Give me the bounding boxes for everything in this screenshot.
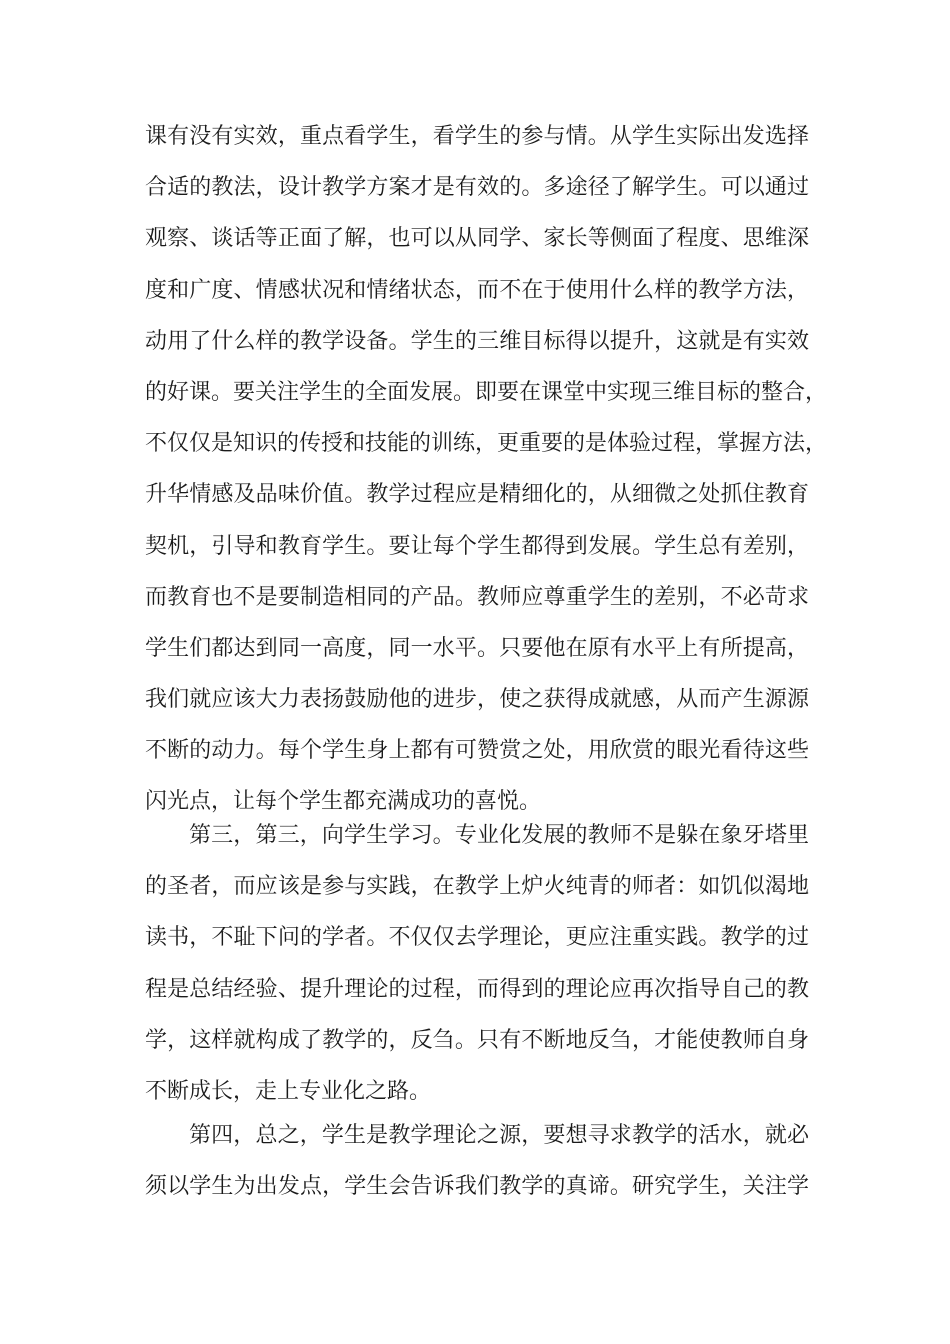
text-line: 第四，总之，学生是教学理论之源，要想寻求教学的活水，就必	[189, 1123, 809, 1148]
text-line: 读书，不耻下问的学者。不仅仅去学理论，更应注重实践。教学的过	[145, 925, 809, 951]
text-line: 学生们都达到同一高度，同一水平。只要他在原有水平上有所提高，	[145, 635, 809, 661]
text-line: 升华情感及品味价值。教学过程应是精细化的，从细微之处抓住教育	[145, 482, 809, 508]
text-line: 观察、谈话等正面了解，也可以从同学、家长等侧面了程度、思维深	[145, 226, 809, 252]
text-line: 须以学生为出发点，学生会告诉我们教学的真谛。研究学生，关注学	[145, 1174, 809, 1200]
text-line: 度和广度、情感状况和情绪状态，而不在于使用什么样的教学方法，	[145, 277, 809, 303]
text-line: 契机，引导和教育学生。要让每个学生都得到发展。学生总有差别，	[145, 533, 809, 559]
text-line: 闪光点，让每个学生都充满成功的喜悦。	[145, 789, 542, 815]
text-line: 不断的动力。每个学生身上都有可赞赏之处，用欣赏的眼光看待这些	[145, 738, 809, 764]
text-line: 的好课。要关注学生的全面发展。即要在课堂中实现三维目标的整合，	[145, 379, 828, 405]
text-line: 的圣者，而应该是参与实践，在教学上炉火纯青的师者：如饥似渴地	[145, 874, 809, 900]
text-line: 合适的教法，设计教学方案才是有效的。多途径了解学生。可以通过	[145, 175, 809, 201]
text-line: 我们就应该大力表扬鼓励他的进步，使之获得成就感，从而产生源源	[145, 687, 809, 713]
text-line: 而教育也不是要制造相同的产品。教师应尊重学生的差别，不必苛求	[145, 584, 809, 610]
text-line: 程是总结经验、提升理论的过程，而得到的理论应再次指导自己的教	[145, 976, 809, 1002]
text-line: 第三，第三，向学生学习。专业化发展的教师不是躲在象牙塔里	[189, 823, 809, 848]
text-line: 学，这样就构成了教学的，反刍。只有不断地反刍，才能使教师自身	[145, 1027, 809, 1053]
text-line: 不断成长，走上专业化之路。	[145, 1078, 432, 1104]
paragraph-learn-from-students	[145, 810, 809, 1117]
paragraph-conclusion	[145, 1110, 809, 1212]
text-line: 不仅仅是知识的传授和技能的训练，更重要的是体验过程，掌握方法，	[145, 431, 828, 457]
paragraph-student-focus	[145, 111, 828, 828]
text-line: 动用了什么样的教学设备。学生的三维目标得以提升，这就是有实效	[145, 328, 809, 354]
text-line: 课有没有实效，重点看学生，看学生的参与情。从学生实际出发选择	[145, 124, 809, 149]
